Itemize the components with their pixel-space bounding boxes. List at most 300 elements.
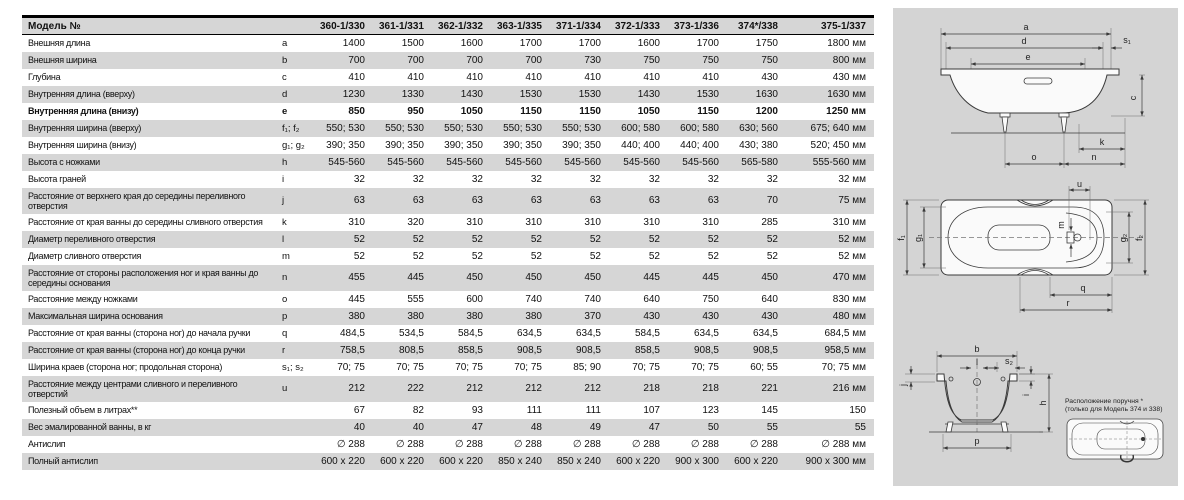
- dim-label-a: a: [1023, 22, 1029, 32]
- row-letter: r: [282, 344, 286, 356]
- cell-value: 32: [353, 173, 365, 185]
- dim-label-m: m: [1056, 221, 1066, 229]
- cell-value: 450: [584, 272, 601, 283]
- dim-label-f2: f₂: [1134, 235, 1144, 241]
- cell-value: 63: [707, 195, 719, 206]
- cell-value: 634,5: [693, 327, 719, 339]
- cell-value: 111: [585, 404, 601, 416]
- cell-value: 52: [353, 250, 365, 262]
- column-header: 361-1/331: [373, 17, 432, 35]
- cell-value: 52: [766, 233, 778, 245]
- model-header-label: Модель №: [22, 17, 314, 35]
- column-header: 371-1/334: [550, 17, 609, 35]
- spec-table-header-row: [22, 17, 874, 35]
- column-header: 373-1/336: [668, 17, 727, 35]
- row-label: Ширина краев (сторона ног; продольная сторона): [28, 362, 223, 372]
- cell-value: 1500: [401, 37, 424, 49]
- cell-value: 565-580: [741, 156, 778, 168]
- row-label: Расстояние от края ванны (сторона ног) до начала ручки: [28, 328, 251, 338]
- dim-label-r: r: [1066, 298, 1070, 308]
- cell-value: 600 x 220: [734, 455, 778, 467]
- cell-value: 212: [525, 383, 542, 394]
- cell-value: 430: [643, 310, 660, 322]
- cell-value: 50: [707, 421, 719, 433]
- row-label: Расстояние между ножками: [28, 294, 138, 304]
- table-row: [22, 188, 874, 214]
- dim-label-c: c: [1128, 95, 1138, 101]
- cell-value: 1050: [460, 105, 483, 117]
- cell-value: ∅ 288: [336, 438, 365, 450]
- row-label: Высота с ножками: [28, 157, 100, 167]
- table-row: [22, 291, 874, 308]
- table-row: [22, 265, 874, 291]
- cell-value: 1530: [696, 88, 719, 100]
- cell-value: 32: [589, 173, 601, 185]
- cell-value: 52: [471, 250, 483, 262]
- cell-value: 908,5: [693, 344, 719, 356]
- cell-value: 430; 380: [739, 139, 778, 151]
- row-label: Диаметр сливного отверстия: [28, 251, 142, 261]
- table-row: [22, 308, 874, 325]
- cell-value: 85; 90: [573, 361, 601, 373]
- column-header: 375-1/337: [786, 17, 874, 35]
- cell-value: 32: [530, 173, 542, 185]
- dim-label-k: k: [1099, 137, 1105, 147]
- dim-label-g2: g₂: [1118, 233, 1128, 243]
- cell-value: 310: [702, 216, 719, 228]
- cell-value: 700: [466, 54, 483, 66]
- cell-value: 700: [525, 54, 542, 66]
- column-header: 363-1/335: [491, 17, 550, 35]
- cell-value: 758,5: [339, 344, 365, 356]
- cell-value: 390; 350: [444, 139, 483, 151]
- cell-value: 285: [761, 216, 778, 228]
- row-letter: s₁; s₂: [282, 361, 304, 373]
- cell-value: 47: [471, 421, 483, 433]
- cell-value: 750: [702, 293, 719, 305]
- row-letter: q: [282, 327, 288, 339]
- row-label: Диаметр переливного отверстия: [28, 234, 156, 244]
- cell-value: 640: [643, 293, 660, 305]
- dim-label-j: j: [898, 384, 908, 386]
- column-header: 372-1/333: [609, 17, 668, 35]
- table-row: [22, 103, 874, 120]
- cell-value: 410: [584, 71, 601, 83]
- row-letter: u: [282, 383, 288, 394]
- inset-caption-line2: (только для Модель 374 и 338): [1065, 406, 1163, 413]
- cell-value: 1630 мм: [827, 88, 866, 100]
- cell-value: 545-560: [564, 156, 601, 168]
- cell-value: 212: [466, 383, 483, 394]
- dim-label-n: n: [1091, 152, 1097, 162]
- row-letter: j: [282, 195, 285, 206]
- cell-value: 545-560: [446, 156, 483, 168]
- cell-value: 67: [353, 404, 365, 416]
- cell-value: 75 мм: [838, 195, 866, 206]
- dim-label-f1: f₁: [896, 235, 906, 241]
- cell-value: 52: [648, 233, 660, 245]
- cell-value: 218: [702, 383, 719, 394]
- cell-value: 750: [702, 54, 719, 66]
- row-letter: a: [282, 37, 288, 49]
- cell-value: 550; 530: [503, 122, 542, 134]
- cell-value: 52: [412, 250, 424, 262]
- cell-value: 1700: [519, 37, 542, 49]
- cell-value: 320: [407, 216, 424, 228]
- cell-value: 484,5: [339, 327, 365, 339]
- cell-value: ∅ 288: [513, 438, 542, 450]
- cell-value: 480 мм: [832, 310, 866, 322]
- cell-value: 70; 75: [455, 361, 483, 373]
- row-letter: [280, 402, 314, 419]
- table-row: [22, 359, 874, 376]
- cell-value: 310: [525, 216, 542, 228]
- cell-value: ∅ 288: [631, 438, 660, 450]
- cell-value: 310: [643, 216, 660, 228]
- row-letter: f₁; f₂: [282, 122, 300, 134]
- inset-caption-line1: Расположение поручня *: [1065, 398, 1144, 405]
- cell-value: 380: [466, 310, 483, 322]
- cell-value: 370: [584, 310, 601, 322]
- cell-value: 410: [407, 71, 424, 83]
- cell-value: 1150: [520, 105, 542, 117]
- cell-value: 380: [407, 310, 424, 322]
- cell-value: 123: [702, 404, 719, 416]
- cell-value: 555-560 мм: [812, 156, 866, 168]
- cell-value: 584,5: [457, 327, 483, 339]
- dim-label-u: u: [1076, 179, 1083, 189]
- cell-value: 730: [584, 54, 601, 66]
- cell-value: 450: [761, 272, 778, 283]
- cell-value: 750: [761, 54, 778, 66]
- table-row: [22, 453, 874, 470]
- cell-value: 1630: [755, 88, 778, 100]
- dim-label-h: h: [1038, 400, 1048, 406]
- dim-label-i: i: [1021, 394, 1031, 396]
- cell-value: 390; 350: [562, 139, 601, 151]
- row-letter: [280, 453, 314, 470]
- dim-label-e: e: [1025, 52, 1031, 62]
- cell-value: 470 мм: [832, 272, 866, 283]
- table-row: [22, 419, 874, 436]
- cell-value: 52: [648, 250, 660, 262]
- table-row: [22, 342, 874, 359]
- row-label: Расстояние между центрами сливного и переливного отверстий: [28, 378, 238, 399]
- bathtub-top-view-diagram: [893, 178, 1178, 336]
- cell-value: 55: [854, 421, 866, 433]
- cell-value: 1430: [637, 88, 660, 100]
- cell-value: 1400: [342, 37, 365, 49]
- cell-value: 32 мм: [838, 173, 866, 185]
- cell-value: 310: [348, 216, 365, 228]
- cell-value: 1230: [342, 88, 365, 100]
- cell-value: 221: [761, 383, 778, 394]
- table-row: [22, 52, 874, 69]
- row-label: Полный антислип: [28, 456, 98, 466]
- cell-value: 600; 580: [680, 122, 719, 134]
- dim-label-b: b: [974, 344, 980, 354]
- cell-value: 908,5: [575, 344, 601, 356]
- cell-value: 63: [412, 195, 424, 206]
- cell-value: 1050: [637, 105, 660, 117]
- dim-label-l: l: [976, 357, 978, 367]
- cell-value: 32: [766, 173, 778, 185]
- cell-value: ∅ 288: [572, 438, 601, 450]
- cell-value: 600 x 220: [380, 455, 424, 467]
- cell-value: 740: [584, 293, 601, 305]
- cell-value: ∅ 288: [690, 438, 719, 450]
- row-label: Внешняя ширина: [28, 55, 97, 65]
- row-letter: [280, 419, 314, 436]
- cell-value: 52: [530, 233, 542, 245]
- table-row: [22, 231, 874, 248]
- dim-label-g1: g₁: [913, 233, 923, 243]
- cell-value: 850 x 240: [557, 455, 601, 467]
- cell-value: 684,5 мм: [824, 327, 866, 339]
- row-label: Антислип: [28, 439, 66, 449]
- cell-value: 600 x 220: [439, 455, 483, 467]
- cell-value: 32: [707, 173, 719, 185]
- cell-value: 380: [525, 310, 542, 322]
- cell-value: 70; 75: [691, 361, 719, 373]
- cell-value: ∅ 288 мм: [821, 438, 866, 450]
- cell-value: 550; 530: [562, 122, 601, 134]
- cell-value: 1150: [697, 105, 719, 117]
- cell-value: 900 x 300 мм: [805, 455, 866, 467]
- cell-value: 52: [589, 250, 601, 262]
- spec-table-body: [22, 35, 874, 470]
- cell-value: 222: [407, 383, 424, 394]
- cell-value: 634,5: [516, 327, 542, 339]
- cell-value: 52: [707, 250, 719, 262]
- cell-value: 700: [407, 54, 424, 66]
- bathtub-side-view-diagram: [893, 12, 1178, 178]
- table-row: [22, 436, 874, 453]
- cell-value: 63: [353, 195, 365, 206]
- row-letter: c: [282, 71, 287, 83]
- cell-value: 450: [466, 272, 483, 283]
- cell-value: 52: [353, 233, 365, 245]
- cell-value: 1330: [401, 88, 424, 100]
- cell-value: 47: [648, 421, 660, 433]
- cell-value: 520; 450 мм: [810, 139, 866, 151]
- table-row: [22, 402, 874, 419]
- row-letter: n: [282, 272, 288, 283]
- row-label: Внутренняя ширина (вверху): [28, 123, 142, 133]
- row-label: Внутренняя длина (вверху): [28, 89, 135, 99]
- row-letter: l: [282, 233, 285, 245]
- cell-value: 430 мм: [832, 71, 866, 83]
- row-label: Внешняя длина: [28, 38, 91, 49]
- table-row: [22, 171, 874, 188]
- cell-value: 1750: [755, 37, 778, 49]
- row-label: Расстояние от края ванны до середины сливного отверстия: [28, 217, 263, 227]
- cell-value: 145: [761, 404, 778, 416]
- cell-value: 212: [584, 383, 601, 394]
- spec-table: [22, 15, 874, 470]
- row-letter: i: [282, 173, 285, 185]
- cell-value: 1530: [519, 88, 542, 100]
- cell-value: 310: [466, 216, 483, 228]
- cell-value: 40: [412, 421, 424, 433]
- row-letter: h: [282, 156, 288, 168]
- row-label: Высота граней: [28, 174, 86, 184]
- cell-value: 107: [643, 404, 660, 416]
- cell-value: 52: [589, 233, 601, 245]
- table-row: [22, 248, 874, 265]
- cell-value: 32: [648, 173, 660, 185]
- cell-value: 445: [407, 272, 424, 283]
- cell-value: 858,5: [634, 344, 660, 356]
- cell-value: 545-560: [387, 156, 424, 168]
- row-letter: e: [282, 105, 288, 117]
- cell-value: 450: [525, 272, 542, 283]
- cell-value: 958,5 мм: [824, 344, 866, 356]
- row-label: Глубина: [28, 72, 61, 82]
- table-row: [22, 325, 874, 342]
- cell-value: 63: [648, 195, 660, 206]
- cell-value: ∅ 288: [454, 438, 483, 450]
- cell-value: 218: [643, 383, 660, 394]
- cell-value: 1430: [460, 88, 483, 100]
- cell-value: 555: [407, 293, 424, 305]
- cell-value: 82: [412, 404, 424, 416]
- cell-value: 600 x 220: [616, 455, 660, 467]
- cell-value: 445: [348, 293, 365, 305]
- cell-value: 640: [761, 293, 778, 305]
- cell-value: 70; 75: [632, 361, 660, 373]
- cell-value: 545-560: [328, 156, 365, 168]
- cell-value: 380: [348, 310, 365, 322]
- cell-value: 52: [766, 250, 778, 262]
- cell-value: 410: [702, 71, 719, 83]
- row-letter: [280, 436, 314, 453]
- row-letter: b: [282, 54, 288, 66]
- row-label: Полезный объем в литрах**: [28, 405, 138, 415]
- row-letter: d: [282, 88, 288, 100]
- row-label: Расстояние от края ванны (сторона ног) до конца ручки: [28, 345, 245, 355]
- cell-value: 55: [766, 421, 778, 433]
- cell-value: 750: [643, 54, 660, 66]
- cell-value: 1150: [579, 105, 601, 117]
- cell-value: 584,5: [634, 327, 660, 339]
- table-row: [22, 154, 874, 171]
- cell-value: 740: [525, 293, 542, 305]
- row-label: Максимальная ширина основания: [28, 311, 163, 321]
- row-letter: m: [282, 250, 290, 262]
- cell-value: 455: [348, 272, 365, 283]
- cell-value: 1530: [578, 88, 601, 100]
- table-row: [22, 120, 874, 137]
- cell-value: 808,5: [398, 344, 424, 356]
- cell-value: ∅ 288: [749, 438, 778, 450]
- cell-value: 675; 640 мм: [810, 122, 866, 134]
- cell-value: 430: [761, 71, 778, 83]
- cell-value: 70; 75: [396, 361, 424, 373]
- cell-value: 545-560: [623, 156, 660, 168]
- cell-value: 1250 мм: [826, 105, 866, 117]
- cell-value: ∅ 288: [395, 438, 424, 450]
- cell-value: 440; 400: [680, 139, 719, 151]
- dim-label-d: d: [1021, 36, 1027, 46]
- cell-value: 212: [348, 383, 365, 394]
- cell-value: 52: [412, 233, 424, 245]
- cell-value: 600: [466, 293, 483, 305]
- cell-value: 550; 530: [385, 122, 424, 134]
- row-letter: k: [282, 216, 287, 228]
- cell-value: 52 мм: [838, 233, 866, 245]
- cell-value: 40: [353, 421, 365, 433]
- row-letter: g₁; g₂: [282, 139, 305, 151]
- cell-value: 111: [526, 404, 542, 416]
- cell-value: 410: [643, 71, 660, 83]
- dim-label-s1: s₁: [1123, 35, 1131, 45]
- cell-value: 445: [643, 272, 660, 283]
- cell-value: 545-560: [505, 156, 542, 168]
- dim-label-q: q: [1080, 283, 1086, 293]
- table-row: [22, 69, 874, 86]
- cell-value: 900 x 300: [675, 455, 719, 467]
- cell-value: 63: [530, 195, 542, 206]
- cell-value: 1600: [460, 37, 483, 49]
- cell-value: 600; 580: [621, 122, 660, 134]
- cell-value: 1800 мм: [827, 37, 866, 49]
- cell-value: 634,5: [575, 327, 601, 339]
- column-header: 362-1/332: [432, 17, 491, 35]
- cell-value: 850 x 240: [498, 455, 542, 467]
- cell-value: 52: [707, 233, 719, 245]
- table-row: [22, 214, 874, 231]
- cell-value: 49: [589, 421, 601, 433]
- dim-label-s2: s₂: [1005, 356, 1013, 366]
- cell-value: 430: [702, 310, 719, 322]
- row-letter: o: [282, 293, 288, 305]
- table-row: [22, 86, 874, 103]
- dim-label-p: p: [974, 436, 980, 446]
- handle-position-inset: [1065, 398, 1177, 467]
- row-label: Расстояние от верхнего края до середины переливного отверстия: [28, 190, 246, 211]
- row-label: Внутренняя ширина (внизу): [28, 140, 137, 150]
- cell-value: 310 мм: [832, 216, 866, 228]
- cell-value: 440; 400: [621, 139, 660, 151]
- dim-label-o: o: [1031, 152, 1037, 162]
- cell-value: 410: [525, 71, 542, 83]
- cell-value: 550; 530: [326, 122, 365, 134]
- cell-value: 1700: [578, 37, 601, 49]
- cell-value: 830 мм: [832, 293, 866, 305]
- cell-value: 534,5: [398, 327, 424, 339]
- cell-value: 70; 75 мм: [821, 361, 866, 373]
- dimension-table: [22, 15, 874, 470]
- table-row: [22, 137, 874, 154]
- cell-value: 70; 75: [514, 361, 542, 373]
- cell-value: 52: [530, 250, 542, 262]
- cell-value: 1600: [637, 37, 660, 49]
- cell-value: 150: [849, 404, 866, 416]
- row-label: Внутренняя длина (внизу): [28, 106, 139, 116]
- cell-value: 908,5: [752, 344, 778, 356]
- row-label: Вес эмалированной ванны, в кг: [28, 422, 152, 432]
- cell-value: 1700: [696, 37, 719, 49]
- cell-value: 390; 350: [385, 139, 424, 151]
- cell-value: 908,5: [516, 344, 542, 356]
- cell-value: 60; 55: [750, 361, 778, 373]
- cell-value: 430: [761, 310, 778, 322]
- cell-value: 950: [407, 105, 424, 117]
- cell-value: 410: [348, 71, 365, 83]
- cell-value: 63: [589, 195, 601, 206]
- cell-value: 1200: [755, 105, 778, 117]
